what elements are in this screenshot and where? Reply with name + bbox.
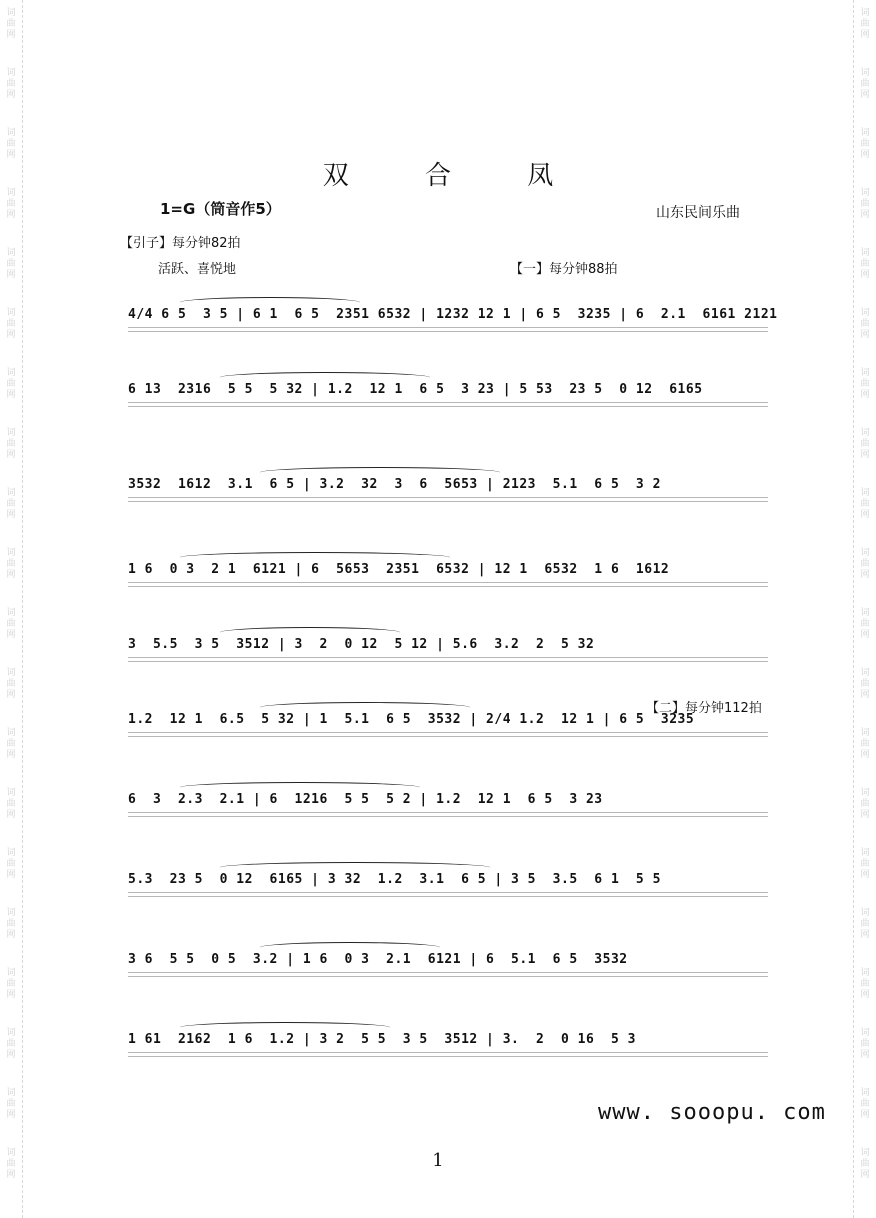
watermark-text: 词 曲 网 [6, 1148, 16, 1180]
watermark-text: 词 曲 网 [860, 908, 870, 940]
watermark-text: 词 曲 网 [6, 308, 16, 340]
beam-underline [128, 497, 768, 502]
watermark-text: 词 曲 网 [860, 668, 870, 700]
watermark-text: 词 曲 网 [860, 1148, 870, 1180]
watermark-text: 词 曲 网 [860, 788, 870, 820]
watermark-text: 词 曲 网 [860, 248, 870, 280]
notation-text: 6 3 2.3 2.1 | 6 1216 5 5 5 2 | 1.2 12 1 6 5 3 23 [128, 792, 603, 807]
watermark-text: 词 曲 网 [6, 968, 16, 1000]
watermark-text: 词 曲 网 [6, 788, 16, 820]
score-title: 双 合 凤 [322, 161, 588, 191]
watermark-text: 词 曲 网 [6, 488, 16, 520]
watermark-text: 词 曲 网 [860, 308, 870, 340]
watermark-text: 词 曲 网 [6, 428, 16, 460]
watermark-text: 词 曲 网 [860, 368, 870, 400]
notation-text: 6 13 2316 5 5 5 32 | 1.2 12 1 6 5 3 23 | 5 53 23 5 0 12 6165 [128, 382, 703, 397]
notation-text: 3 5.5 3 5 3512 | 3 2 0 12 5 12 | 5.6 3.2 2 5 32 [128, 637, 595, 652]
notation-line [120, 455, 788, 505]
beam-underline [128, 892, 768, 897]
section-one-label: 【一】每分钟88拍 [510, 262, 618, 277]
beam-underline [128, 1052, 768, 1057]
watermark-text: 词 曲 网 [6, 368, 16, 400]
watermark-text: 词 曲 网 [860, 848, 870, 880]
watermark-text: 词 曲 网 [6, 248, 16, 280]
watermark-text: 词 曲 网 [6, 188, 16, 220]
watermark-text: 词 曲 网 [6, 1088, 16, 1120]
notation-text: 4/4 6 5 3 5 | 6 1 6 5 2351 6532 | 1232 12 1 | 6 5 3235 | 6 2.1 6161 2121 [128, 307, 778, 322]
beam-underline [128, 327, 768, 332]
watermark-text: 词 曲 网 [6, 548, 16, 580]
notation-line [120, 930, 788, 980]
beam-underline [128, 582, 768, 587]
notation-line [120, 540, 788, 590]
section-two-label: 【二】每分钟112拍 [646, 701, 762, 716]
watermark-text: 词 曲 网 [6, 8, 16, 40]
notation-line [120, 1010, 788, 1060]
notation-text: 1 61 2162 1 6 1.2 | 3 2 5 5 3 5 3512 | 3. 2 0 16 5 3 [128, 1032, 636, 1047]
notation-text: 3 6 5 5 0 5 3.2 | 1 6 0 3 2.1 6121 | 6 5.1 6 5 3532 [128, 952, 628, 967]
watermark-text: 词 曲 网 [860, 128, 870, 160]
notation-line [120, 770, 788, 820]
beam-underline [128, 402, 768, 407]
watermark-text: 词 曲 网 [6, 608, 16, 640]
beam-underline [128, 657, 768, 662]
notation-text: 3532 1612 3.1 6 5 | 3.2 32 3 6 5653 | 2123 5.1 6 5 3 2 [128, 477, 661, 492]
notation-line [120, 690, 788, 740]
watermark-text: 词 曲 网 [6, 848, 16, 880]
watermark-text: 词 曲 网 [860, 8, 870, 40]
page-number: 1 [432, 1150, 444, 1171]
intro-tempo-label: 【引子】每分钟82拍 [120, 236, 241, 251]
notation-line [120, 615, 788, 665]
watermark-text: 词 曲 网 [860, 1088, 870, 1120]
watermark-text: 词 曲 网 [860, 1028, 870, 1060]
watermark-text: 词 曲 网 [860, 548, 870, 580]
watermark-text: 词 曲 网 [860, 728, 870, 760]
composer-credit: 山东民间乐曲 [656, 205, 740, 221]
notation-line [120, 360, 788, 410]
watermark-text: 词 曲 网 [860, 188, 870, 220]
watermark-text: 词 曲 网 [6, 908, 16, 940]
watermark-text: 词 曲 网 [860, 488, 870, 520]
notation-line [120, 850, 788, 900]
watermark-text: 词 曲 网 [6, 728, 16, 760]
notation-line [120, 285, 788, 335]
notation-text: 5.3 23 5 0 12 6165 | 3 32 1.2 3.1 6 5 | 3 5 3.5 6 1 5 5 [128, 872, 661, 887]
key-signature: 1=G（筒音作5） [160, 200, 281, 218]
beam-underline [128, 812, 768, 817]
watermark-text: 词 曲 网 [6, 128, 16, 160]
watermark-text: 词 曲 网 [860, 968, 870, 1000]
beam-underline [128, 732, 768, 737]
footer-url: www. sooopu. com [598, 1100, 826, 1125]
notation-text: 1.2 12 1 6.5 5 32 | 1 5.1 6 5 3532 | 2/4 1.2 12 1 | 6 5 3235 [128, 712, 695, 727]
watermark-text: 词 曲 网 [860, 608, 870, 640]
watermark-text: 词 曲 网 [6, 1028, 16, 1060]
beam-underline [128, 972, 768, 977]
intro-expression: 活跃、喜悦地 [158, 262, 237, 277]
watermark-text: 词 曲 网 [860, 428, 870, 460]
watermark-text: 词 曲 网 [860, 68, 870, 100]
watermark-text: 词 曲 网 [6, 68, 16, 100]
notation-text: 1 6 0 3 2 1 6121 | 6 5653 2351 6532 | 12 1 6532 1 6 1612 [128, 562, 670, 577]
watermark-text: 词 曲 网 [6, 668, 16, 700]
